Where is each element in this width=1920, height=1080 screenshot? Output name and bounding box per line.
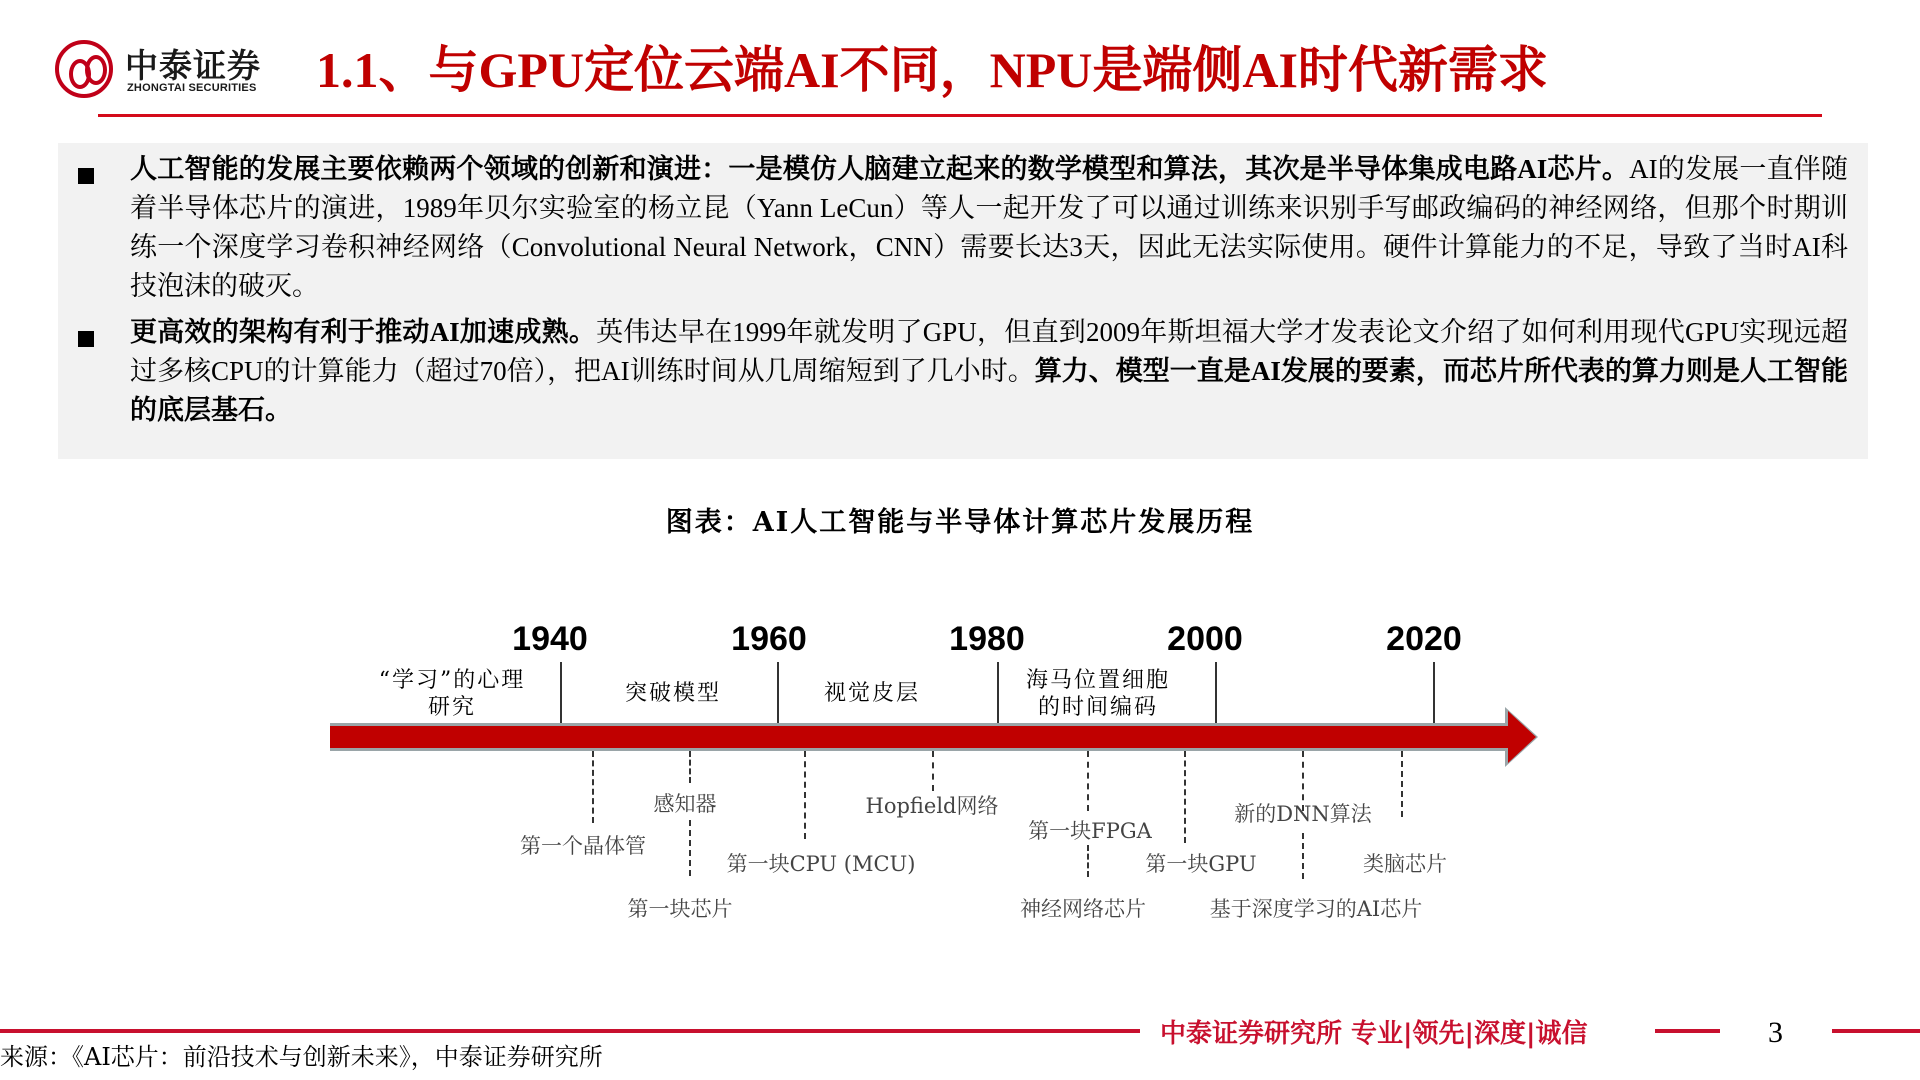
page-title: 1.1、与GPU定位云端AI不同，NPU是端侧AI时代新需求	[316, 42, 1548, 98]
era-line-1: 海马位置细胞	[1025, 668, 1171, 693]
timeline-arrowhead-icon	[1508, 711, 1536, 763]
timeline-arrow-bar	[330, 723, 1510, 751]
page-number: 3	[1768, 1016, 1783, 1049]
event-connector	[1184, 751, 1186, 843]
era-label	[824, 680, 920, 707]
year-label-1960: 1960	[731, 620, 807, 658]
bullet-body: 英伟达早在1999年就发明了GPU，但直到2009年斯坦福大学才发表论文介绍了如何利用现代GPU实现远超过多核CPU的计算能力（超过70倍），把AI训练时间从几周缩短到了几小时。	[130, 317, 1848, 386]
event-label: 新的DNN算法	[1234, 802, 1372, 826]
source-note: 来源：《AI芯片：前沿技术与创新未来》，中泰证券研究所	[0, 1043, 603, 1071]
event-connector	[932, 751, 934, 791]
bullet-bold-tail: 算力、模型一直是AI发展的要素，而芯片所代表的算力则是人工智能的底层基石。	[130, 356, 1848, 425]
era-label	[379, 667, 526, 721]
year-label-1980: 1980	[949, 620, 1025, 658]
event-connector	[689, 751, 691, 783]
bullet-text	[130, 313, 1848, 430]
bullet-text	[130, 150, 1848, 306]
bullet-body: AI的发展一直伴随着半导体芯片的演进，1989年贝尔实验室的杨立昆（Yann LeCun）等人一起开发了可以通过训练来识别手写邮政编码的神经网络，但那个时期训练一个深度学习卷积神经网络（Convolutional Neural Network，CNN）需要长达3天，因此无法实际使用。硬件计算能力的不足，导致了当时AI科技泡沫的破灭。	[130, 154, 1848, 301]
event-label: 类脑芯片	[1363, 852, 1447, 876]
year-tick-2020	[1433, 662, 1435, 726]
summary-box	[58, 143, 1868, 459]
era-line-1: “学习”的心理	[378, 668, 526, 693]
event-connector	[689, 820, 691, 876]
event-label: 第一个晶体管	[520, 834, 646, 858]
era-line-1: 视觉皮层	[823, 681, 921, 706]
year-label-2000: 2000	[1167, 620, 1243, 658]
era-label	[1026, 667, 1170, 721]
event-connector	[592, 751, 594, 823]
event-label: 第一块FPGA	[1028, 819, 1152, 843]
year-tick-2000	[1215, 662, 1217, 726]
square-bullet-icon	[78, 168, 94, 184]
event-connector	[1087, 845, 1089, 877]
event-label: 神经网络芯片	[1020, 897, 1146, 921]
year-label-2020: 2020	[1386, 620, 1462, 658]
logo-english-name: ZHONGTAI SECURITIES	[127, 82, 257, 94]
logo-mark-icon	[55, 40, 113, 98]
era-label	[625, 680, 721, 707]
title-divider	[98, 114, 1822, 117]
bullet-bold-lead: 更高效的架构有利于推动AI加速成熟。	[130, 317, 597, 347]
event-label: 第一块芯片	[627, 897, 733, 921]
logo-chinese-name: 中泰证券	[125, 46, 261, 85]
bullet-bold-lead: 人工智能的发展主要依赖两个领域的创新和演进：一是模仿人脑建立起来的数学模型和算法，其次是半导体集成电路AI芯片。	[130, 154, 1630, 184]
era-line-2: 的时间编码	[1037, 695, 1159, 720]
footer-divider-left	[0, 1029, 1140, 1033]
square-bullet-icon	[78, 331, 94, 347]
event-connector	[1087, 751, 1089, 811]
event-label: Hopfield网络	[865, 794, 999, 818]
event-connector	[1401, 751, 1403, 817]
era-line-2: 研究	[427, 695, 476, 720]
company-logo	[55, 38, 290, 100]
event-label: 基于深度学习的AI芯片	[1209, 897, 1423, 921]
year-tick-1980	[997, 662, 999, 726]
event-label: 感知器	[653, 792, 717, 816]
event-label: 第一块GPU	[1145, 852, 1257, 876]
footer-divider-mid	[1655, 1029, 1720, 1033]
event-connector	[1302, 833, 1304, 879]
footer-slogan: 中泰证券研究所 专业|领先|深度|诚信	[1160, 1019, 1588, 1049]
footer-divider-right	[1832, 1029, 1920, 1033]
year-tick-1940	[560, 662, 562, 726]
event-label: 第一块CPU (MCU)	[726, 852, 916, 876]
year-label-1940: 1940	[512, 620, 588, 658]
chart-caption: 图表：AI人工智能与半导体计算芯片发展历程	[665, 507, 1255, 538]
year-tick-1960	[777, 662, 779, 726]
event-connector	[804, 751, 806, 839]
era-line-1: 突破模型	[624, 681, 722, 706]
